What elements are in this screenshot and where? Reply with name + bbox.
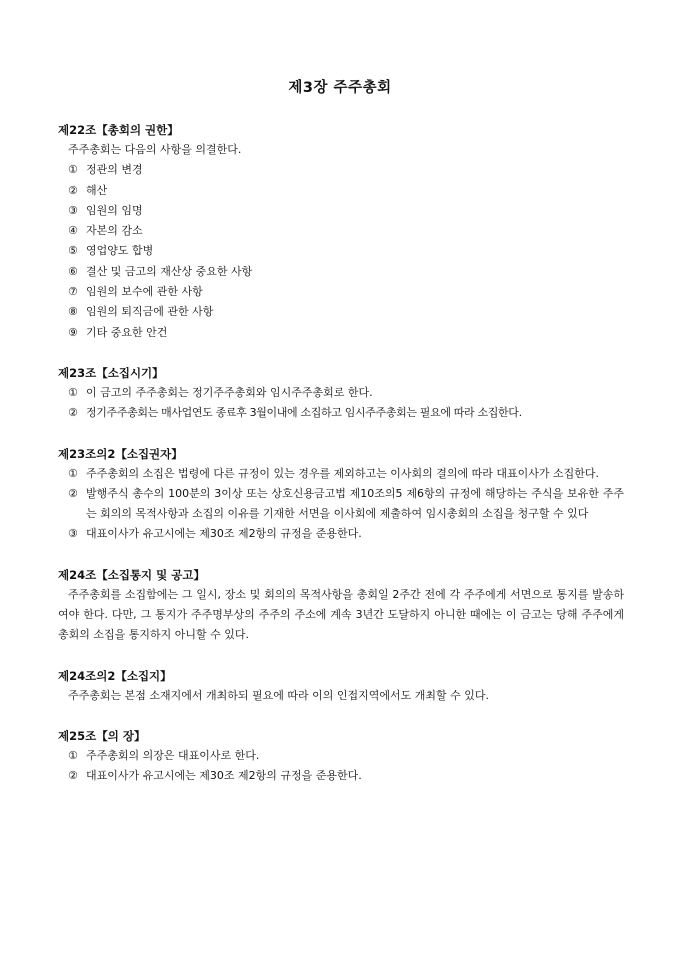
item-text: 대표이사가 유고시에는 제30조 제2항의 규정을 준용한다. (86, 527, 362, 541)
item-text: 주주총회의 소집은 법령에 다른 규정이 있는 경우를 제외하고는 이사회의 결의에 따라 대표이사가 소집한다. (86, 466, 599, 480)
list-item (58, 160, 624, 180)
list-item (58, 383, 624, 403)
item-text: 영업양도 합병 (86, 244, 154, 258)
article-heading: 제23조의2【소집권자】 (58, 446, 183, 461)
article-intro: 주주총회는 다음의 사항을 의결한다. (68, 143, 242, 156)
article-23 (58, 363, 624, 424)
item-number: ① (68, 385, 78, 399)
article-23-2 (58, 444, 624, 545)
article-heading: 제22조【총회의 권한】 (58, 123, 179, 137)
spacer (58, 343, 624, 363)
list-item (58, 464, 624, 484)
list-item (58, 302, 624, 322)
list-item (58, 766, 624, 786)
list-item (58, 484, 624, 525)
item-number: ① (68, 466, 78, 480)
item-number: ⑥ (68, 264, 78, 278)
item-number: ① (68, 163, 78, 177)
article-body (58, 585, 624, 646)
list-item (58, 524, 624, 544)
list-item (58, 241, 624, 261)
item-number: ② (68, 183, 78, 197)
item-text: 이 금고의 주주총회는 정기주주총회와 임시주주총회로 한다. (86, 385, 373, 399)
item-number: ⑦ (68, 285, 78, 299)
item-number: ⑨ (68, 325, 78, 339)
spacer (58, 706, 624, 726)
item-text: 자본의 감소 (86, 224, 143, 238)
article-heading: 제24조【소집통지 및 공고】 (58, 567, 205, 582)
item-number: ② (68, 406, 78, 420)
article-heading: 제23조【소집시기】 (58, 365, 164, 380)
item-number: ① (68, 748, 78, 762)
item-text: 주주총회의 의장은 대표이사로 한다. (86, 748, 260, 762)
item-text: 임원의 임명 (86, 203, 143, 217)
item-text: 기타 중요한 안건 (86, 325, 168, 339)
item-text: 임원의 퇴직금에 관한 사항 (86, 305, 214, 319)
article-24-2 (58, 666, 624, 706)
item-text: 발행주식 총수의 100분의 3이상 또는 상호신용금고법 제10조의5 제6항의 규정에 해당하는 주식을 보유한 주주는 회의의 목적사항과 소집의 이유를 기재한 서면을 이사회에 제출하여 임시총회의 소집을 청구할 수 있다 (86, 486, 624, 521)
item-number: ③ (68, 527, 78, 541)
list-item (58, 746, 624, 766)
list-item (58, 262, 624, 282)
item-number: ⑧ (68, 305, 78, 319)
article-25 (58, 726, 624, 787)
spacer (58, 646, 624, 666)
list-item (58, 221, 624, 241)
item-number: ⑤ (68, 244, 78, 258)
item-text: 임원의 보수에 관한 사항 (86, 285, 203, 299)
article-22 (58, 120, 624, 343)
article-24 (58, 565, 624, 646)
article-heading: 제25조【의 장】 (58, 728, 146, 743)
list-item (58, 403, 624, 423)
spacer (58, 545, 624, 565)
list-item (58, 282, 624, 302)
item-text: 정관의 변경 (86, 163, 143, 177)
article-heading: 제24조의2【소집지】 (58, 668, 172, 683)
item-number: ② (68, 769, 78, 783)
spacer (58, 424, 624, 444)
item-number: ② (68, 486, 78, 500)
chapter-title: 제3장 주주총회 (288, 80, 392, 96)
list-item (58, 181, 624, 201)
item-number: ④ (68, 224, 78, 238)
article-intro: 주주총회는 본점 소재지에서 개최하되 필요에 따라 이의 인접지역에서도 개최할 수 있다. (68, 688, 489, 702)
item-text: 해산 (86, 183, 108, 197)
article-body-text: 주주총회를 소집함에는 그 일시, 장소 및 회의의 목적사항을 총회일 2주간 전에 각 주주에게 서면으로 통지를 발송하여야 한다. 다만, 그 통지가 주주명부상의 주주의 주소에 계속 3년간 도달하지 아니한 때에는 이 금고는 당해 주주에게 총회의 소집을 통지하지 아니할 수 있다. (58, 587, 624, 642)
item-text: 대표이사가 유고시에는 제30조 제2항의 규정을 준용한다. (86, 769, 362, 783)
item-text: 정기주주총회는 매사업연도 종료후 3월이내에 소집하고 임시주주총회는 필요에 따라 소집한다. (86, 406, 522, 420)
item-number: ③ (68, 203, 78, 217)
document-body (58, 120, 624, 787)
list-item (58, 201, 624, 221)
item-text: 결산 및 금고의 재산상 중요한 사항 (86, 264, 253, 278)
list-item (58, 323, 624, 343)
